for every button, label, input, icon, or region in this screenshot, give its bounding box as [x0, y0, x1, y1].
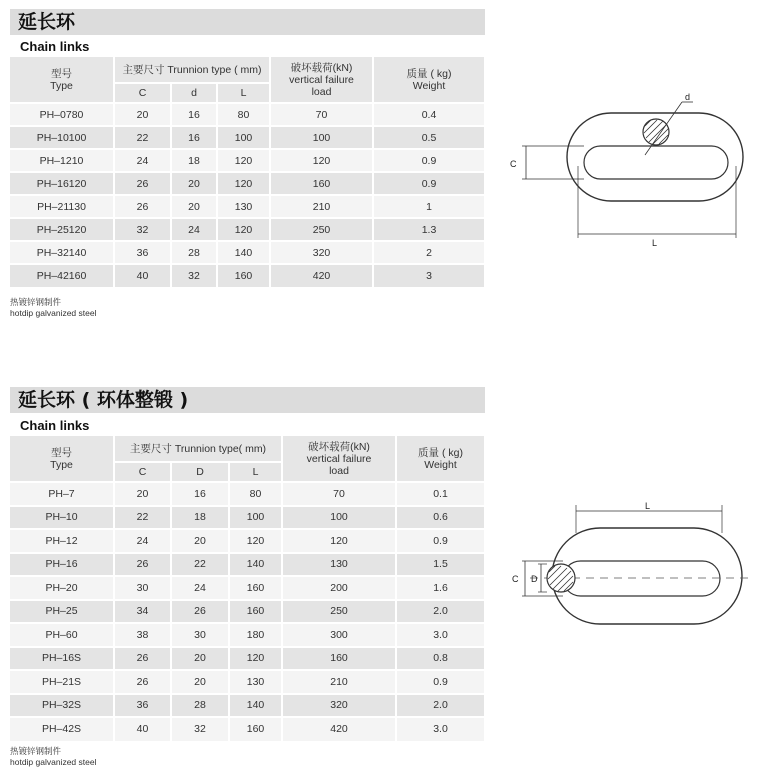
section1-title: 延长环	[10, 9, 485, 35]
table-cell: 0.4	[373, 103, 485, 126]
table-cell: 0.1	[396, 482, 485, 506]
table-cell: PH–10100	[10, 126, 114, 149]
table-cell: 160	[270, 172, 373, 195]
table-cell: 20	[171, 647, 229, 671]
diagram2-label-l: L	[645, 501, 651, 511]
table-row	[10, 103, 485, 126]
table-cell: 100	[217, 126, 270, 149]
header-c: C	[114, 462, 171, 482]
header-weight-en: Weight	[424, 458, 457, 471]
header-load-en1: vertical failure	[289, 73, 354, 86]
table-row	[10, 694, 485, 718]
table-cell: 0.5	[373, 126, 485, 149]
header-weight	[396, 436, 485, 482]
table-row	[10, 218, 485, 241]
table-cell: 40	[114, 264, 171, 287]
table-cell: PH–1210	[10, 149, 114, 172]
table-cell: 22	[114, 126, 171, 149]
table-cell: 2	[373, 241, 485, 264]
table-cell: 0.6	[396, 506, 485, 530]
table-cell: 36	[114, 694, 171, 718]
table-cell: 140	[229, 694, 282, 718]
table-cell: 0.8	[396, 647, 485, 671]
link-inner-outline	[563, 561, 720, 596]
header-l: L	[229, 462, 282, 482]
diagram1-label-c: C	[510, 159, 517, 169]
table-cell: 140	[217, 241, 270, 264]
table-cell: 18	[171, 506, 229, 530]
header-d: d	[171, 83, 217, 103]
table-cell: 160	[229, 717, 282, 741]
header-load	[282, 436, 396, 482]
table-row	[10, 600, 485, 624]
table-cell: 24	[114, 529, 171, 553]
table-cell: 28	[171, 241, 217, 264]
table-row	[10, 506, 485, 530]
section2-subtitle: Chain links	[20, 418, 90, 433]
header-d: D	[171, 462, 229, 482]
table-cell: 1	[373, 195, 485, 218]
table-cell: 80	[229, 482, 282, 506]
section1-table	[10, 57, 486, 287]
table-cell: 20	[171, 195, 217, 218]
table-cell: 32	[171, 717, 229, 741]
table-row	[10, 241, 485, 264]
table-cell: 20	[171, 172, 217, 195]
header-weight-en: Weight	[412, 79, 446, 92]
table-cell: 26	[171, 600, 229, 624]
table-row	[10, 529, 485, 553]
note-cn: 热镀锌钢制件	[10, 297, 62, 307]
note-cn: 热镀锌钢制件	[10, 746, 62, 756]
section1-note	[10, 297, 96, 319]
table-cell: 70	[282, 482, 396, 506]
table-cell: PH–21130	[10, 195, 114, 218]
header-load	[270, 57, 373, 103]
table-cell: PH–42S	[10, 717, 114, 741]
header-load-cn: 破坏载荷(kN)	[290, 61, 353, 74]
table-cell: 320	[270, 241, 373, 264]
table-cell: 160	[229, 600, 282, 624]
table-cell: PH–20	[10, 576, 114, 600]
table-cell: 0.9	[396, 670, 485, 694]
table-cell: 120	[217, 149, 270, 172]
chain-link-diagram-1	[500, 88, 750, 258]
table-cell: 30	[114, 576, 171, 600]
table-cell: 120	[270, 149, 373, 172]
table-cell: PH–10	[10, 506, 114, 530]
header-weight-cn: 质量 ( kg)	[406, 67, 452, 80]
table-cell: 300	[282, 623, 396, 647]
table-cell: PH–25120	[10, 218, 114, 241]
table-cell: 160	[229, 576, 282, 600]
table-cell: 40	[114, 717, 171, 741]
table-cell: PH–25	[10, 600, 114, 624]
table-cell: 32	[171, 264, 217, 287]
table-cell: 36	[114, 241, 171, 264]
table-cell: 200	[282, 576, 396, 600]
table-cell: PH–16S	[10, 647, 114, 671]
link-inner-outline	[584, 146, 728, 179]
table-cell: 130	[229, 670, 282, 694]
table-cell: 22	[171, 553, 229, 577]
section2-table	[10, 436, 486, 741]
table-cell: 250	[282, 600, 396, 624]
header-dims: 主要尺寸 Trunnion type ( mm)	[114, 57, 270, 83]
table-row	[10, 126, 485, 149]
table-cell: 100	[282, 506, 396, 530]
section2-title: 延长环 ( 环体整锻 )	[10, 387, 485, 413]
table-cell: 38	[114, 623, 171, 647]
table-cell: 2.0	[396, 694, 485, 718]
table-cell: 3	[373, 264, 485, 287]
table-row	[10, 717, 485, 741]
table-cell: 18	[171, 149, 217, 172]
table-cell: 1.6	[396, 576, 485, 600]
link-outer-outline	[552, 528, 742, 624]
diagram1-label-l: L	[652, 238, 658, 248]
header-model	[10, 57, 114, 103]
header-model	[10, 436, 114, 482]
header-model-en: Type	[50, 79, 73, 92]
table-cell: 20	[171, 529, 229, 553]
table-cell: 160	[282, 647, 396, 671]
table-cell: 0.9	[373, 172, 485, 195]
table-cell: 0.9	[373, 149, 485, 172]
diagram1-label-d: d	[685, 92, 691, 102]
table-row	[10, 670, 485, 694]
table-cell: 120	[229, 647, 282, 671]
table-cell: PH–0780	[10, 103, 114, 126]
chain-link-diagram-2	[500, 495, 755, 645]
table-row	[10, 172, 485, 195]
table-row	[10, 149, 485, 172]
table-row	[10, 576, 485, 600]
table-cell: 26	[114, 553, 171, 577]
header-model-en: Type	[50, 458, 73, 471]
table-cell: PH–16	[10, 553, 114, 577]
header-load-cn: 破坏载荷(kN)	[308, 440, 370, 453]
table-row	[10, 623, 485, 647]
table-cell: 140	[229, 553, 282, 577]
table-cell: PH–7	[10, 482, 114, 506]
table-cell: 24	[114, 149, 171, 172]
table-cell: 26	[114, 647, 171, 671]
table-cell: 20	[171, 670, 229, 694]
table-cell: 28	[171, 694, 229, 718]
table-cell: 26	[114, 172, 171, 195]
table-cell: 24	[171, 576, 229, 600]
header-model-cn: 型号	[51, 67, 72, 80]
table-cell: PH–32140	[10, 241, 114, 264]
table-cell: 100	[229, 506, 282, 530]
table-cell: 34	[114, 600, 171, 624]
table-cell: 120	[229, 529, 282, 553]
header-c: C	[114, 83, 171, 103]
table-cell: PH–12	[10, 529, 114, 553]
header-model-cn: 型号	[51, 446, 72, 459]
diagram2-label-d: D	[531, 574, 538, 584]
table-cell: 130	[217, 195, 270, 218]
table-cell: 1.3	[373, 218, 485, 241]
table-cell: 32	[114, 218, 171, 241]
table-cell: 2.0	[396, 600, 485, 624]
table-cell: 120	[217, 172, 270, 195]
table-cell: 0.9	[396, 529, 485, 553]
table-cell: 210	[270, 195, 373, 218]
table-cell: 100	[270, 126, 373, 149]
table-cell: 70	[270, 103, 373, 126]
table-cell: 320	[282, 694, 396, 718]
table-cell: 24	[171, 218, 217, 241]
table-cell: 420	[270, 264, 373, 287]
table-cell: 16	[171, 103, 217, 126]
table-cell: PH–16120	[10, 172, 114, 195]
table-cell: 3.0	[396, 623, 485, 647]
table-cell: PH–32S	[10, 694, 114, 718]
header-load-en2: load	[329, 464, 349, 477]
table-cell: 420	[282, 717, 396, 741]
table-cell: PH–42160	[10, 264, 114, 287]
table-cell: 120	[217, 218, 270, 241]
table-cell: 20	[114, 103, 171, 126]
table-cell: 120	[282, 529, 396, 553]
table-row	[10, 264, 485, 287]
table-row	[10, 647, 485, 671]
note-en: hotdip galvanized steel	[10, 757, 97, 767]
table-row	[10, 482, 485, 506]
diagram2-label-c: C	[512, 574, 519, 584]
table-cell: 3.0	[396, 717, 485, 741]
table-cell: 130	[282, 553, 396, 577]
table-row	[10, 195, 485, 218]
header-l: L	[217, 83, 270, 103]
table-cell: 160	[217, 264, 270, 287]
table-cell: 30	[171, 623, 229, 647]
header-dims: 主要尺寸 Trunnion type( mm)	[114, 436, 282, 462]
table-cell: 26	[114, 195, 171, 218]
table-cell: 250	[270, 218, 373, 241]
table-cell: PH–21S	[10, 670, 114, 694]
section2-note	[10, 746, 96, 768]
table-cell: 22	[114, 506, 171, 530]
header-load-en2: load	[311, 85, 332, 98]
section1-subtitle: Chain links	[20, 39, 90, 54]
table-cell: 80	[217, 103, 270, 126]
table-cell: 210	[282, 670, 396, 694]
table-cell: 20	[114, 482, 171, 506]
header-weight-cn: 质量 ( kg)	[418, 446, 463, 459]
table-cell: 16	[171, 482, 229, 506]
table-cell: 16	[171, 126, 217, 149]
table-cell: 1.5	[396, 553, 485, 577]
header-load-en1: vertical failure	[306, 452, 372, 465]
table-row	[10, 553, 485, 577]
table-cell: PH–60	[10, 623, 114, 647]
note-en: hotdip galvanized steel	[10, 308, 97, 318]
table-cell: 26	[114, 670, 171, 694]
table-cell: 180	[229, 623, 282, 647]
header-weight	[373, 57, 485, 103]
